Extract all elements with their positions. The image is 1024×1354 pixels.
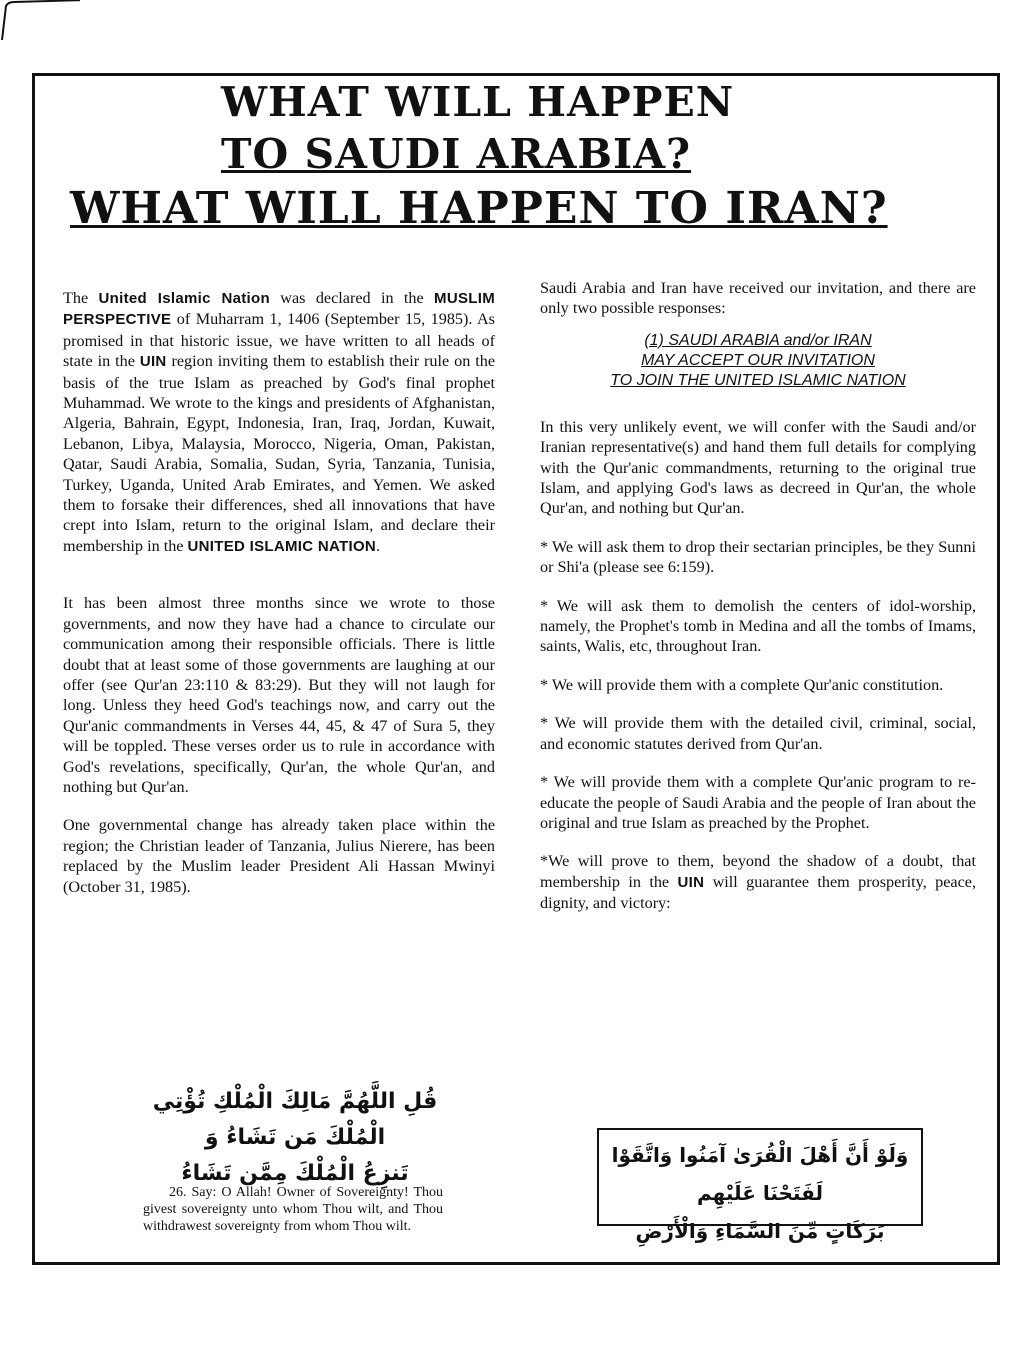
bullet-item — [540, 851, 976, 913]
verse-caption-text: 26. Say: O Allah! Owner of Sovereignty! Thou givest sovereignty unto whom Thou wilt, and Thou withdrawest sovereignty from whom Thou wilt. — [143, 1185, 443, 1234]
left-paragraph-3: One governmental change has already taken place within the region; the Christian leader of Tanzania, Julius Nierere, has been replaced by the Muslim leader President Ali Hassan Mwinyi (October 31, 1985). — [63, 816, 495, 896]
headline-line-1: WHAT WILL HAPPEN — [221, 78, 735, 126]
option-heading — [540, 331, 976, 391]
right-paragraph-2: In this very unlikely event, we will confer with the Saudi and/or Iranian representative(s) and hand them full details for complying with the Qur'anic commandments, returning to the original true Islam, and applying God's laws as decreed in Qur'an, the whole Qur'an, and nothing but Qur'an. — [540, 417, 976, 518]
left-paragraph-2: It has been almost three months since we wrote to those governments, and now they have had a chance to circulate our communication among their responsible officials. There is little doubt that at least some of those governments are laughing at our offer (see Qur'an 23:110 & 83:29). But they will not laugh for long. Unless they heed God's teachings now, and carry out the Qur'anic commandments in Verses 44, 45, & 47 of Sura 5, they will be toppled. These verses order us to rule in accordance with God's revelations, specifically, Qur'an, the whole Qur'an, and nothing but Qur'an. — [63, 594, 495, 796]
corner-scan-mark — [0, 0, 80, 40]
bullet-item: * We will ask them to drop their sectarian principles, be they Sunni or Shi'a (please see 6:159). — [540, 537, 976, 577]
bold-text: UIN — [139, 353, 167, 371]
text: *We will prove to them, beyond the shadow of a doubt, that membership in the — [540, 852, 976, 891]
arabic-verse-left — [125, 1084, 465, 1186]
right-column — [540, 278, 976, 914]
bullet-item: * We will provide them with the detailed civil, criminal, social, and economic statutes derived from Qur'an. — [540, 714, 976, 753]
left-paragraph-1 — [63, 288, 495, 557]
text: was declared in the — [269, 289, 435, 307]
option-heading-line: (1) SAUDI ARABIA and/or IRAN — [644, 331, 872, 349]
option-heading-line: MAY ACCEPT OUR INVITATION — [641, 351, 875, 369]
bold-text: United Islamic Nation — [98, 290, 270, 307]
left-column — [63, 288, 495, 897]
text: of Muharram 1, 1406 (September 15, 1985). As promised in that historic issue, we have written to all heads of state in the — [63, 310, 495, 371]
bullet-item: * We will provide them with a complete Qur'anic constitution. — [540, 675, 944, 694]
arabic-line: بَرَكَاتٍ مِّنَ السَّمَاءِ وَالْأَرْضِ — [635, 1219, 885, 1243]
article-frame — [32, 73, 1000, 1265]
bold-text: UNITED ISLAMIC NATION — [187, 537, 377, 555]
bold-text: UIN — [677, 873, 705, 891]
bullet-item: * We will provide them with a complete Qur'anic program to re-educate the people of Saudi Arabia and the people of Iran about the original and true Islam as preached by the Prophet. — [540, 773, 976, 832]
arabic-line: تَنزِعُ الْمُلْكَ مِمَّن تَشَاءُ — [181, 1161, 409, 1186]
headline-line-2: TO SAUDI ARABIA? — [221, 130, 692, 178]
bullet-item: * We will ask them to demolish the centers of idol-worship, namely, the Prophet's tomb in Medina and all the tombs of Imams, saints, Walis, etc, throughout Iran. — [540, 596, 976, 656]
verse-caption — [143, 1184, 443, 1235]
bold-text: MUSLIM PERSPECTIVE — [63, 290, 496, 329]
arabic-line: وَلَوْ أَنَّ أَهْلَ الْقُرَىٰ آمَنُوا وَاتَّقَوْا لَفَتَحْنَا عَلَيْهِم — [611, 1143, 909, 1205]
option-heading-line: TO JOIN THE UNITED ISLAMIC NATION — [610, 371, 906, 389]
arabic-line: قُلِ اللَّهُمَّ مَالِكَ الْمُلْكِ تُؤْتِي الْمُلْكَ مَن تَشَاءُ وَ — [152, 1089, 438, 1150]
headline-line-3: WHAT WILL HAPPEN TO IRAN? — [70, 183, 888, 234]
text: will guarantee them prosperity, peace, dignity, and victory: — [540, 872, 977, 913]
text: region inviting them to establish their rule on the basis of the true Islam as preached by God's final prophet Muhammad. We wrote to the kings and presidents of Afghanistan, Algeria, Bahrain, Egypt, Indonesia, Iran, Iraq, Jordan, Kuwait, Lebanon, Libya, Malaysia, Morocco, Nigeria, Oman, Pakistan, Qatar, Saudi Arabia, Somalia, Sudan, Syria, Tanzania, Tunisia, Turkey, Uganda, United Arab Emirates, and Yemen. We asked them to forsake their differences, shed all innovations that have crept into Islam, return to the original Islam, and declare their membership in the — [63, 352, 495, 555]
headline — [35, 76, 1003, 296]
right-paragraph-1: Saudi Arabia and Iran have received our invitation, and there are only two possible responses: — [540, 279, 976, 318]
text: The — [63, 289, 99, 307]
arabic-verse-box — [597, 1128, 923, 1243]
text: . — [376, 536, 381, 555]
